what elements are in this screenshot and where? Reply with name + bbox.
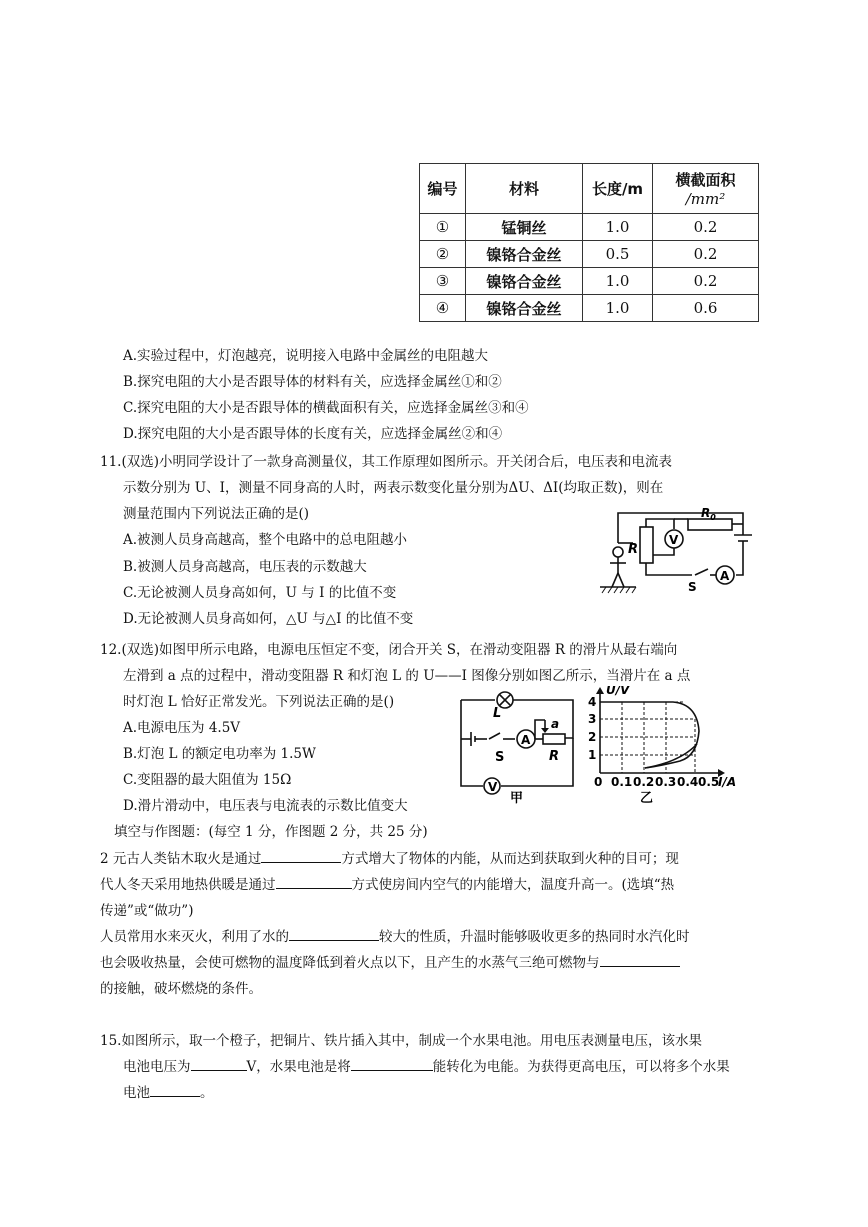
q13-text-3: 代人冬天采用地热供暖是通过 xyxy=(100,877,276,893)
header-material: 材料 xyxy=(466,164,583,214)
rheostat-label: R xyxy=(549,749,560,764)
circuit-diagram-jia xyxy=(455,688,580,806)
cell-length: 1.0 xyxy=(583,295,653,322)
cell-material: 镍铬合金丝 xyxy=(466,241,583,268)
header-area xyxy=(653,164,759,214)
cell-area: 0.2 xyxy=(653,268,759,295)
header-length: 长度/m xyxy=(583,164,653,214)
q11-stem-line-1: 11.(双选)小明同学设计了一款身高测量仪，其工作原理如图所示。开关闭合后，电压表和电流表 xyxy=(100,454,673,470)
q13-line-1 xyxy=(100,847,679,867)
x-tick-0.5: 0.5 xyxy=(698,775,720,789)
q15-text-6: 。 xyxy=(200,1085,214,1101)
q15-text-2: 电池电压为 xyxy=(123,1059,191,1075)
y-tick-2: 2 xyxy=(588,730,597,744)
q15-line-2 xyxy=(123,1055,730,1075)
figure-caption-jia: 甲 xyxy=(510,791,524,806)
q11-stem-line-3: 测量范围内下列说法正确的是() xyxy=(123,506,310,522)
cell-area: 0.6 xyxy=(653,295,759,322)
switch-label: S xyxy=(495,750,505,765)
x-tick-0.3: 0.3 xyxy=(655,775,677,789)
q15-text-3: V，水果电池是将 xyxy=(246,1059,351,1075)
x-tick-0.4: 0.4 xyxy=(677,775,699,789)
lamp-label: L xyxy=(493,706,502,721)
cell-material: 锰铜丝 xyxy=(466,214,583,241)
q11-option-d: D.无论被测人员身高如何，△U 与△I 的比值不变 xyxy=(123,611,414,627)
ui-graph-yi xyxy=(585,686,750,808)
q12-stem-line-1: 12.(双选)如图甲所示电路，电源电压恒定不变，闭合开关 S，在滑动变阻器 R 的滑片从最右端向 xyxy=(100,642,678,658)
y-axis-label: U/V xyxy=(606,686,630,697)
q10-option-a: A.实验过程中，灯泡越亮，说明接入电路中金属丝的电阻越大 xyxy=(123,348,489,364)
voltmeter-label: V xyxy=(488,780,498,794)
q13-line-3: 传递”或“做功”) xyxy=(100,903,194,919)
voltmeter-label: V xyxy=(669,533,679,547)
ammeter-label: A xyxy=(720,569,730,583)
x-tick-0.1: 0.1 xyxy=(611,775,633,789)
height-meter-circuit-diagram xyxy=(588,505,763,595)
q12-option-a: A.电源电压为 4.5V xyxy=(123,720,241,736)
q15-line-1: 15.如图所示，取一个橙子，把铜片、铁片插入其中，制成一个水果电池。用电压表测量电压，该水果 xyxy=(100,1033,702,1049)
q13-text-1: 2 元古人类钻木取火是通过 xyxy=(100,851,262,867)
figure-caption-yi: 乙 xyxy=(640,791,654,806)
q13-answer-blank-2[interactable] xyxy=(276,876,352,889)
q12-option-d: D.滑片滑动中，电压表与电流表的示数比值变大 xyxy=(123,798,408,814)
q15-answer-blank-2[interactable] xyxy=(351,1058,433,1071)
q11-option-c: C.无论被测人员身高如何，U 与 I 的比值不变 xyxy=(123,585,397,601)
cell-no: ④ xyxy=(420,295,466,322)
q13-line-2 xyxy=(100,873,674,893)
q15-answer-blank-1[interactable] xyxy=(191,1058,247,1071)
x-tick-0: 0 xyxy=(594,775,603,789)
cell-no: ① xyxy=(420,214,466,241)
x-axis-label: I/A xyxy=(718,775,737,789)
q15-answer-blank-3[interactable] xyxy=(150,1084,200,1097)
cell-no: ③ xyxy=(420,268,466,295)
cell-area: 0.2 xyxy=(653,214,759,241)
q12-option-b: B.灯泡 L 的额定电功率为 1.5W xyxy=(123,746,316,762)
cell-area: 0.2 xyxy=(653,241,759,268)
q14-answer-blank-2[interactable] xyxy=(600,954,680,967)
header-area-label: 横截面积 xyxy=(675,171,736,189)
q14-text-1: 人员常用水来灭火，利用了水的 xyxy=(100,929,289,945)
switch-label: S xyxy=(688,580,697,594)
header-no: 编号 xyxy=(420,164,466,214)
q10-option-d: D.探究电阻的大小是否跟导体的长度有关，应选择金属丝②和④ xyxy=(123,426,503,442)
header-area-unit: /mm² xyxy=(685,190,726,208)
cell-no: ② xyxy=(420,241,466,268)
diagram-label-R0: $R_0$ xyxy=(701,506,716,522)
q14-line-2 xyxy=(100,951,680,971)
table-row xyxy=(420,295,759,322)
slider-point-a-label: a xyxy=(551,717,560,731)
wire-table xyxy=(419,163,759,322)
table-row xyxy=(420,241,759,268)
q12-stem-line-2: 左滑到 a 点的过程中，滑动变阻器 R 和灯泡 L 的 U——I 图像分别如图乙所示，当滑片在 a 点 xyxy=(123,668,691,684)
x-tick-0.2: 0.2 xyxy=(633,775,655,789)
q11-stem-line-2: 示数分别为 U、I，测量不同身高的人时，两表示数变化量分别为ΔU、ΔI(均取正数)，则在 xyxy=(123,480,664,496)
q14-line-1 xyxy=(100,925,690,945)
q13-text-2: 方式增大了物体的内能，从而达到获取到火种的目可；现 xyxy=(341,851,679,867)
q14-answer-blank-1[interactable] xyxy=(289,928,379,941)
q14-text-2: 较大的性质，升温时能够吸收更多的热同时水汽化时 xyxy=(379,929,690,945)
cell-material: 镍铬合金丝 xyxy=(466,295,583,322)
q14-line-3: 的接触，破坏燃烧的条件。 xyxy=(100,981,262,997)
section-title: 填空与作图题：(每空 1 分，作图题 2 分，共 25 分) xyxy=(114,824,428,840)
cell-length: 0.5 xyxy=(583,241,653,268)
q10-option-c: C.探究电阻的大小是否跟导体的横截面积有关，应选择金属丝③和④ xyxy=(123,400,529,416)
cell-length: 1.0 xyxy=(583,214,653,241)
y-tick-4: 4 xyxy=(588,695,597,709)
q12-option-c: C.变阻器的最大阻值为 15Ω xyxy=(123,772,292,788)
q15-text-4: 能转化为电能。为获得更高电压，可以将多个水果 xyxy=(432,1059,730,1075)
q11-option-a: A.被测人员身高越高，整个电路中的总电阻越小 xyxy=(123,532,408,548)
table-row xyxy=(420,268,759,295)
q12-stem-line-3: 时灯泡 L 恰好正常发光。下列说法正确的是() xyxy=(123,694,395,710)
q14-text-3: 也会吸收热量，会使可燃物的温度降低到着火点以下，且产生的水蒸气三绝可燃物与 xyxy=(100,955,600,971)
q10-option-b: B.探究电阻的大小是否跟导体的材料有关，应选择金属丝①和② xyxy=(123,374,502,390)
q15-text-5: 电池 xyxy=(123,1085,150,1101)
q13-answer-blank-1[interactable] xyxy=(261,850,341,863)
table-header-row xyxy=(420,164,759,214)
table-row xyxy=(420,214,759,241)
y-tick-3: 3 xyxy=(588,712,597,726)
diagram-label-R: R xyxy=(628,542,639,557)
q13-text-4: 方式使房间内空气的内能增大，温度升高一。(选填“热 xyxy=(351,877,675,893)
cell-material: 镍铬合金丝 xyxy=(466,268,583,295)
q11-option-b: B.被测人员身高越高，电压表的示数越大 xyxy=(123,559,367,575)
q15-line-3 xyxy=(123,1081,214,1101)
cell-length: 1.0 xyxy=(583,268,653,295)
ammeter-label: A xyxy=(521,733,531,747)
y-tick-1: 1 xyxy=(588,748,597,762)
